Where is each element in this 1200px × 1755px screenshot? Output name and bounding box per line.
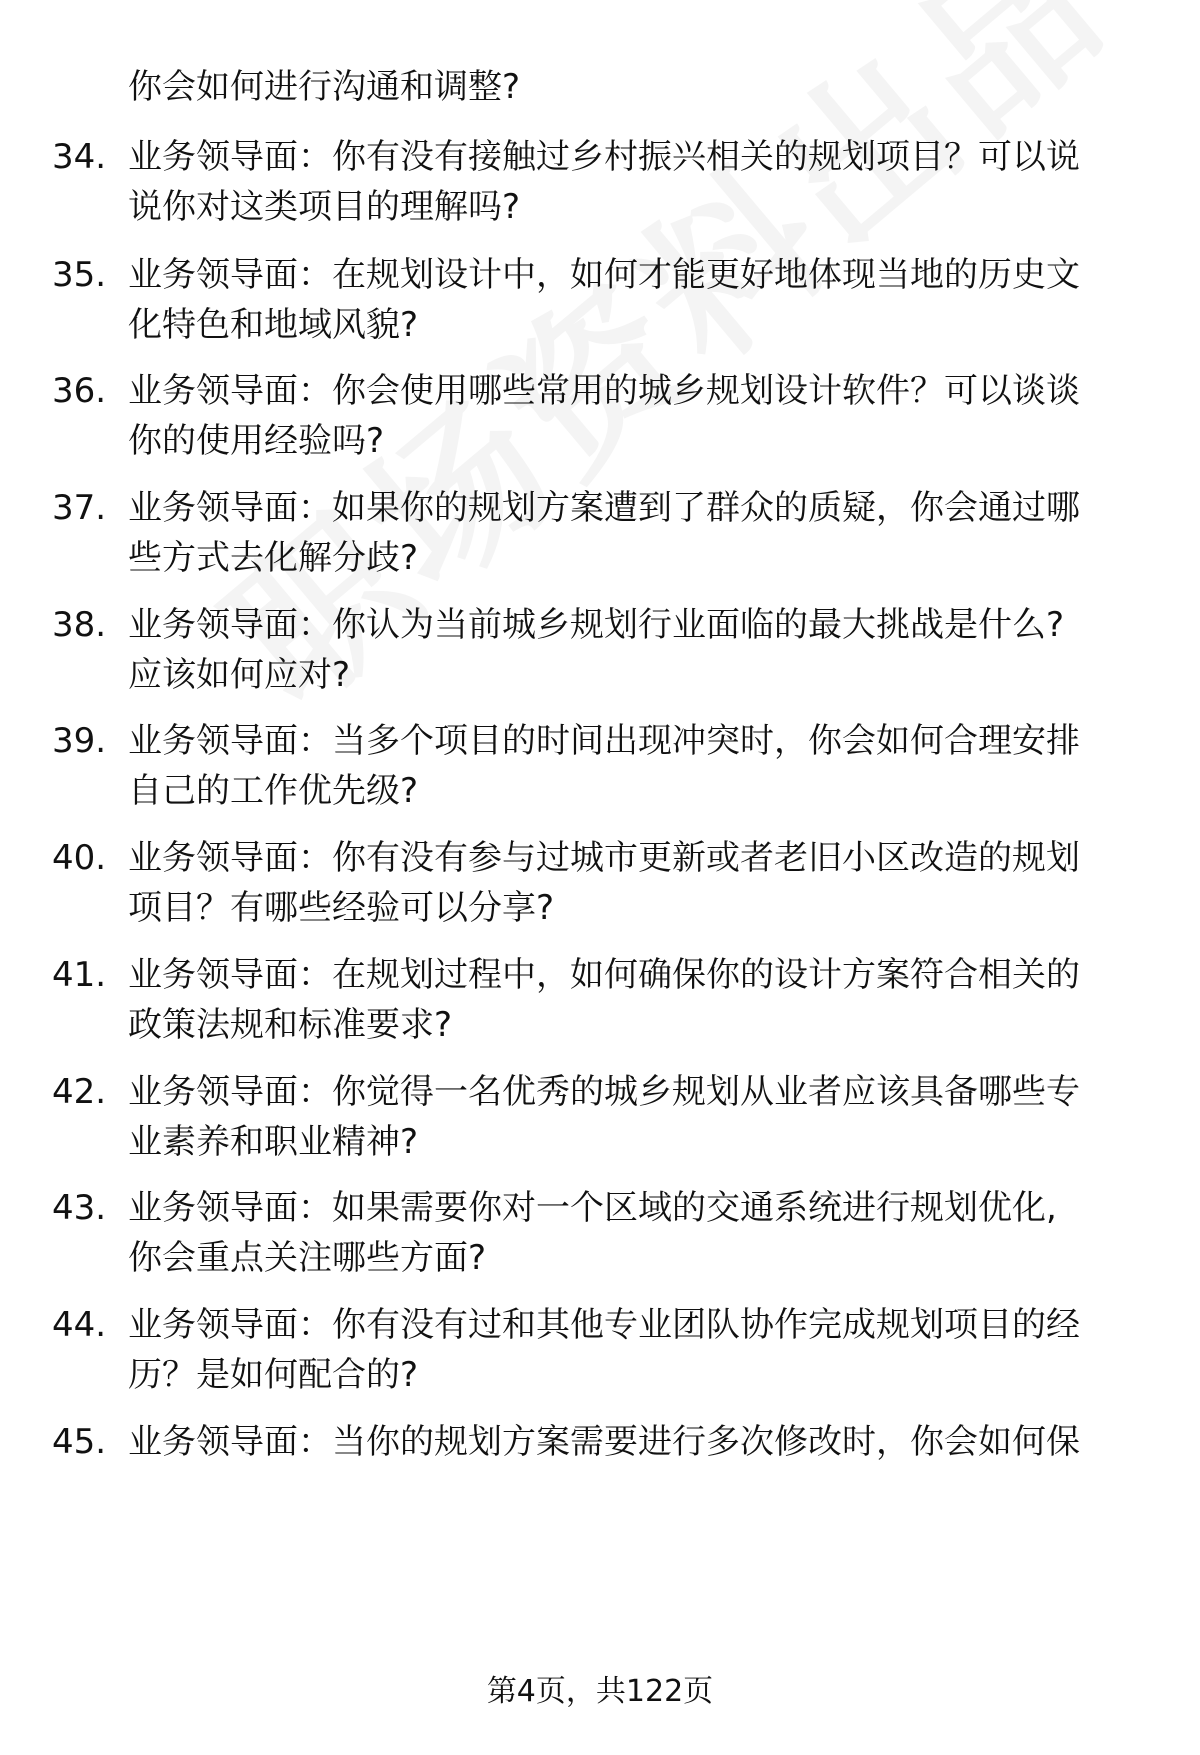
question-number: 34. (52, 137, 107, 177)
question-line: 业务领导面：在规划过程中，如何确保你的设计方案符合相关的 (128, 955, 1080, 995)
question-text (128, 366, 1138, 466)
question-line: 历？是如何配合的? (128, 1355, 419, 1395)
question-number: 36. (52, 371, 107, 411)
continuation-line: 你会如何进行沟通和调整? (128, 67, 521, 107)
question-text (128, 250, 1138, 350)
question-line: 业务领导面：在规划设计中，如何才能更好地体现当地的历史文 (128, 255, 1080, 295)
question-line: 业务领导面：你会使用哪些常用的城乡规划设计软件？可以谈谈 (128, 371, 1080, 411)
question-line: 业素养和职业精神? (128, 1122, 419, 1162)
question-line: 业务领导面：你认为当前城乡规划行业面临的最大挑战是什么? (128, 605, 1065, 645)
question-text (128, 1067, 1138, 1167)
question-line: 政策法规和标准要求? (128, 1005, 453, 1045)
question-number: 38. (52, 605, 107, 645)
question-number: 42. (52, 1072, 107, 1112)
page-footer: 第4页，共122页 (486, 1674, 714, 1709)
question-number: 40. (52, 838, 107, 878)
question-text (128, 716, 1138, 816)
question-text (128, 1183, 1138, 1283)
question-line: 你的使用经验吗? (128, 421, 385, 461)
question-number: 44. (52, 1305, 107, 1345)
question-line: 业务领导面：你觉得一名优秀的城乡规划从业者应该具备哪些专 (128, 1072, 1080, 1112)
question-number: 35. (52, 255, 107, 295)
question-text (128, 1417, 1138, 1467)
question-text (128, 132, 1138, 232)
question-number: 37. (52, 488, 107, 528)
question-line: 项目？有哪些经验可以分享? (128, 888, 555, 928)
question-number: 45. (52, 1422, 107, 1462)
question-line: 你会重点关注哪些方面? (128, 1238, 487, 1278)
question-number: 41. (52, 955, 107, 995)
question-number: 39. (52, 721, 107, 761)
question-line: 些方式去化解分歧? (128, 538, 419, 578)
question-line: 业务领导面：当你的规划方案需要进行多次修改时，你会如何保 (128, 1422, 1080, 1462)
question-line: 业务领导面：当多个项目的时间出现冲突时，你会如何合理安排 (128, 721, 1080, 761)
question-text (128, 833, 1138, 933)
question-text (128, 950, 1138, 1050)
question-text (128, 1300, 1138, 1400)
question-line: 业务领导面：你有没有过和其他专业团队协作完成规划项目的经 (128, 1305, 1080, 1345)
question-line: 业务领导面：你有没有接触过乡村振兴相关的规划项目？可以说 (128, 137, 1080, 177)
question-line: 说你对这类项目的理解吗? (128, 187, 521, 227)
question-number: 43. (52, 1188, 107, 1228)
question-line: 业务领导面：如果需要你对一个区域的交通系统进行规划优化, (128, 1188, 1057, 1228)
question-text (128, 483, 1138, 583)
question-text (128, 600, 1138, 700)
question-line: 应该如何应对? (128, 655, 351, 695)
question-line: 化特色和地域风貌? (128, 305, 419, 345)
question-line: 业务领导面：你有没有参与过城市更新或者老旧小区改造的规划 (128, 838, 1080, 878)
question-line: 业务领导面：如果你的规划方案遭到了群众的质疑，你会通过哪 (128, 488, 1080, 528)
question-line: 自己的工作优先级? (128, 771, 419, 811)
